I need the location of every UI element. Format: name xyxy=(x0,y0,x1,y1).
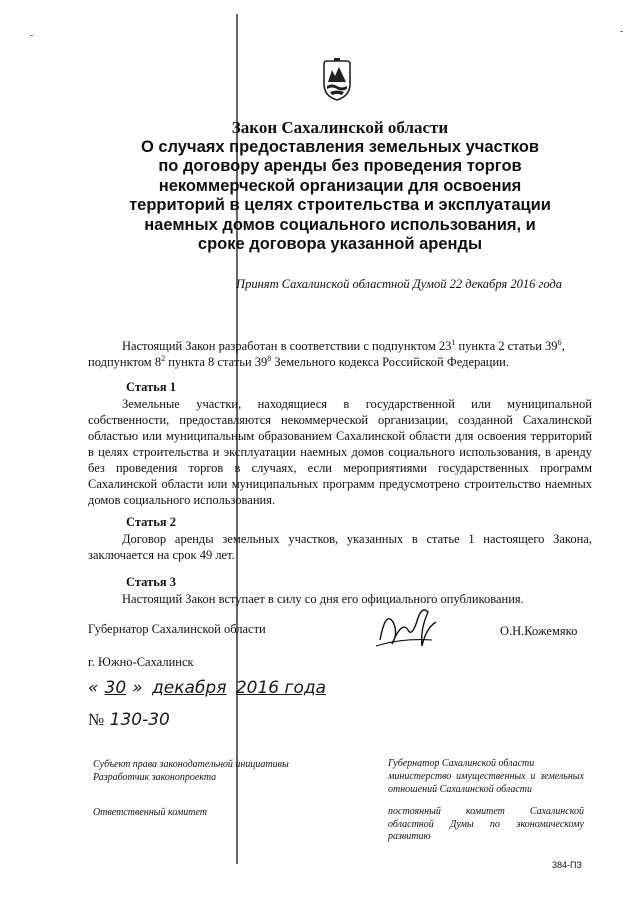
committee-value: постоянный комитет Сахалинской областной Думы по экономическому развитию xyxy=(388,806,584,842)
preamble-line-2: подпунктом $8^2$ пункта 8 статьи $39^8$ Земельного кодекса Российской Федерации. xyxy=(88,353,510,369)
article-2-text: Договор аренды земельных участков, указанных в статье 1 настоящего Закона, заключается на срок 49 лет. xyxy=(88,532,592,562)
coat-of-arms-emblem xyxy=(320,58,354,102)
title-line: наемных домов социального использования, и xyxy=(144,215,536,234)
handwritten-number: № 130-30 xyxy=(88,710,170,730)
developer-label: Разработчик законопроекта xyxy=(93,772,217,783)
committee-label: Ответственный комитет xyxy=(93,807,207,818)
title-line: О случаях предоставления земельных участков xyxy=(140,137,540,156)
title-line: по договору аренды без проведения торгов xyxy=(158,157,522,175)
preamble-line-1: Настоящий Закон разработан в соответствии с подпунктом $23^1$ пункта 2 статьи $39^6$, xyxy=(122,337,565,353)
article-2-heading: Статья 2 xyxy=(126,515,176,529)
subject-value: Губернатор Сахалинской области xyxy=(388,758,535,769)
article-1-text: Земельные участки, находящиеся в государственной или муниципальной собственности, предоставляются некоммерческой организации, созданной Сахалинской областью или муниципальным образованием Сахалинской области для освоения территорий в целях строительства и эксплуатации наемных домов социального использования, в аренду без проведения торгов в случаях, если мероприятиями государственных программ Сахалинской области или муниципальных программ предусмотрено строительство наемных домов социального использования. xyxy=(88,397,592,507)
corner-mark-left: - xyxy=(30,30,34,41)
governor-name: О.Н.Кожемяко xyxy=(500,624,578,638)
law-title xyxy=(100,118,580,255)
governor-signature xyxy=(372,600,442,661)
governor-position: Губернатор Сахалинской области xyxy=(88,622,266,636)
title-line: сроке договора указанной аренды xyxy=(197,235,483,253)
subject-label: Субъект права законодательной инициативы xyxy=(93,759,289,770)
preamble xyxy=(88,338,592,370)
title-line: территорий в целях строительства и эксплуатации xyxy=(129,196,551,214)
adopted-note: Принят Сахалинской областной Думой 22 декабря 2016 года xyxy=(236,277,562,291)
document-code: 384-ПЗ xyxy=(552,860,582,870)
corner-mark-right: - xyxy=(620,26,624,37)
article-3-text: Настоящий Закон вступает в силу со дня его официального опубликования. xyxy=(122,592,524,606)
developer-value: министерство имущественных и земельных отношений Сахалинской области xyxy=(388,771,584,795)
article-3-heading: Статья 3 xyxy=(126,575,176,589)
law-heading: Закон Сахалинской области xyxy=(231,118,449,137)
article-1-heading: Статья 1 xyxy=(126,380,176,394)
city: г. Южно-Сахалинск xyxy=(88,655,194,669)
handwritten-date: « 30 » декабря 2016 года xyxy=(88,678,327,698)
title-line: некоммерческой организации для освоения xyxy=(158,176,522,195)
